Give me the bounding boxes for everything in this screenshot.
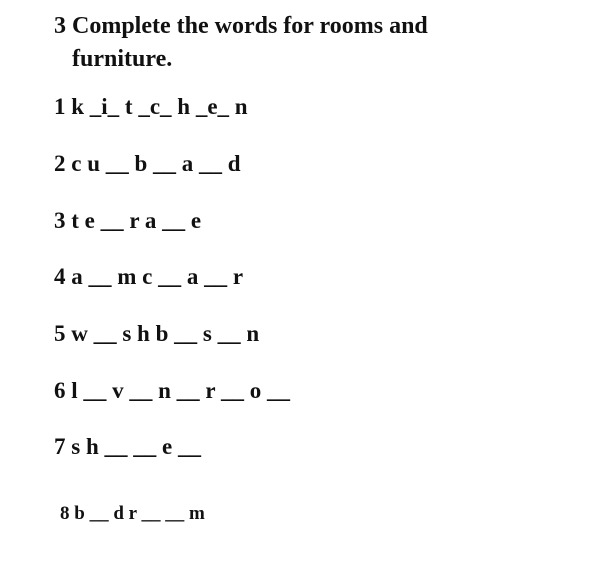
item-3: 3 t e __ r a __ e xyxy=(54,208,202,233)
exercise-title xyxy=(54,10,594,76)
title-line-2: furniture. xyxy=(72,46,173,72)
item-1: 1 k _i_ t _c_ h _e_ n xyxy=(54,94,248,119)
item-5: 5 w __ s h b __ s __ n xyxy=(54,321,260,346)
item-8: 8 b __ d r __ __ m xyxy=(60,503,205,524)
item-2: 2 c u __ b __ a __ d xyxy=(54,151,241,176)
item-4: 4 a __ m c __ a __ r xyxy=(54,264,244,289)
item-7: 7 s h __ __ e __ xyxy=(54,434,201,459)
item-6: 6 l __ v __ n __ r __ o __ xyxy=(54,378,290,403)
title-line-1: 3 Complete the words for rooms and xyxy=(54,13,428,39)
